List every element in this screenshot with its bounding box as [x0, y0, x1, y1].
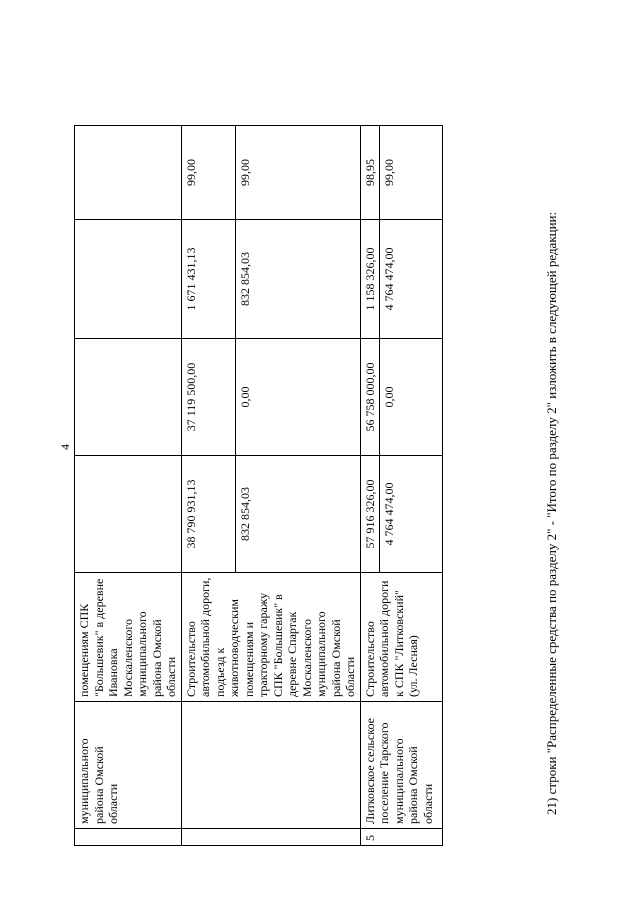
object-cell: Строительство автомобильной дороги, подъезд к животноводческим помещениям и тракторному гаражу СПК "Большевик" в деревне Спартак Москаленского муниципального района Омской области — [181, 573, 360, 702]
percent-cell: 99,00 — [181, 126, 235, 220]
table-row — [75, 126, 182, 846]
row-number-cell — [181, 829, 360, 846]
total-cell: 832 854,03 — [235, 456, 360, 573]
table-row — [360, 126, 380, 846]
regional-cell: 1 158 326,00 — [360, 220, 380, 339]
total-cell — [75, 456, 182, 573]
federal-cell: 0,00 — [235, 339, 360, 456]
percent-cell: 99,00 — [380, 126, 443, 220]
federal-cell: 0,00 — [380, 339, 443, 456]
federal-cell: 37 119 500,00 — [181, 339, 235, 456]
total-cell: 57 916 326,00 — [360, 456, 380, 573]
municipality-cell — [181, 702, 360, 829]
footer-text: 21) строки "Распределенные средства по разделу 2" - "Итого по разделу 2" изложить в следующей редакции: — [544, 211, 559, 815]
municipality-cell: Литковское сельское поселение Тарского муниципального района Омской области — [360, 702, 443, 829]
percent-cell: 99,00 — [235, 126, 360, 220]
federal-cell — [75, 339, 182, 456]
regional-cell: 1 671 431,13 — [181, 220, 235, 339]
total-cell: 38 790 931,13 — [181, 456, 235, 573]
municipality-cell: муниципального района Омской области — [75, 702, 182, 829]
regional-cell: 832 854,03 — [235, 220, 360, 339]
regional-cell: 4 764 474,00 — [380, 220, 443, 339]
budget-table — [74, 125, 443, 846]
object-cell: Строительство автомобильной дороги к СПК "Литковский" (ул. Лесная) — [360, 573, 443, 702]
regional-cell — [75, 220, 182, 339]
page-number: 4 — [58, 444, 72, 450]
percent-cell — [75, 126, 182, 220]
table-row — [181, 126, 235, 846]
total-cell: 4 764 474,00 — [380, 456, 443, 573]
federal-cell: 56 758 000,00 — [360, 339, 380, 456]
object-cell: помещениям СПК "Большевик" в деревне Ивановка Москаленского муниципального района Омской области — [75, 573, 182, 702]
row-number-cell — [75, 829, 182, 846]
percent-cell: 98,95 — [360, 126, 380, 220]
row-number-cell: 5 — [360, 829, 443, 846]
